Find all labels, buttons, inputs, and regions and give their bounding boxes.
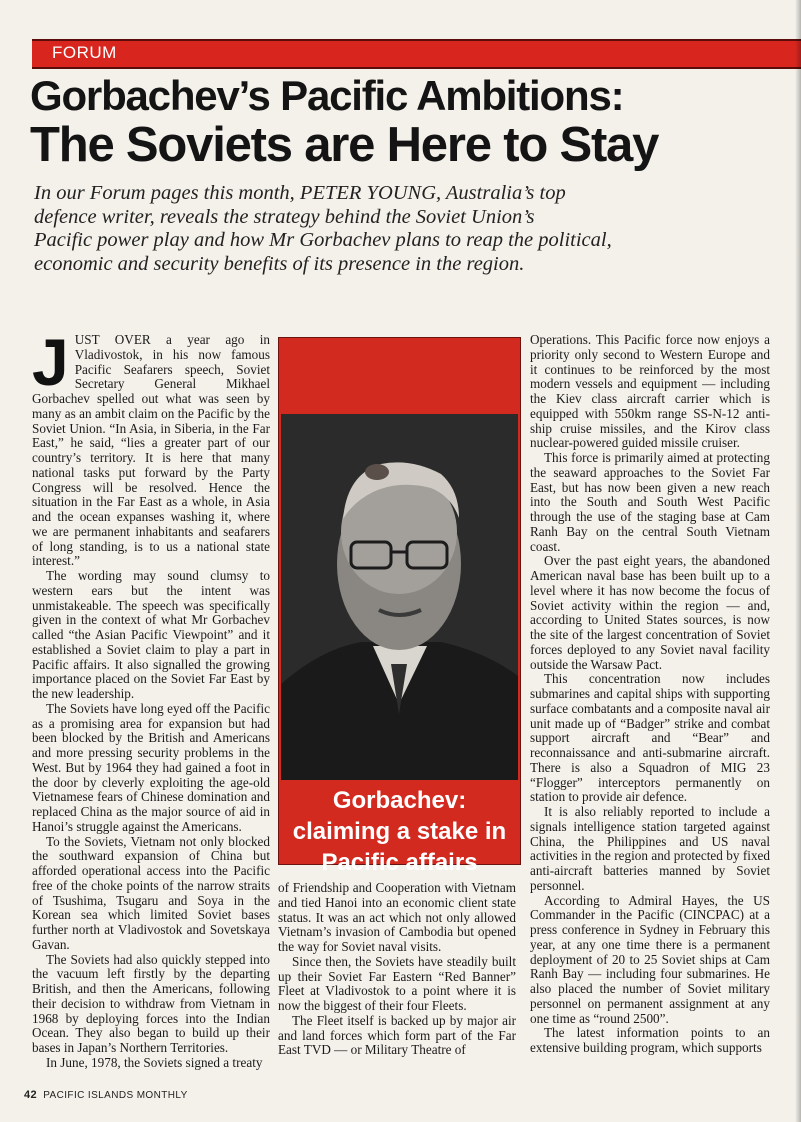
photo-panel xyxy=(278,337,521,876)
standfirst-line: economic and security benefits of its presence in the region. xyxy=(34,252,525,275)
article-column-2 xyxy=(278,881,516,1058)
headline-line-1: Gorbachev’s Pacific Ambitions: xyxy=(30,72,624,119)
headline-line-2: The Soviets are Here to Stay xyxy=(30,118,659,172)
caption-line: claiming a stake in xyxy=(292,818,507,845)
paragraph: The Soviets have long eyed off the Pacific as a promising area for expansion but had been blocked by the British and Americans and more pressing security problems in the West. But by 1964 they had gained a foot in the door by cleverly exploiting the age-old Vietnamese fears of Chinese domination and replaced China as the major source of aid in Hanoi’s struggle against the Americans. xyxy=(32,700,270,834)
photo-caption xyxy=(279,785,520,878)
paragraph: of Friendship and Cooperation with Vietnam and tied Hanoi into an economic client state status. It was an act which not only allowed Vietnam’s invasion of Cambodia but opened the way for Soviet naval visits. xyxy=(278,880,516,954)
standfirst-line: defence writer, reveals the strategy behind the Soviet Union’s xyxy=(34,205,535,228)
page-edge-shadow xyxy=(795,0,801,1122)
standfirst xyxy=(34,182,714,276)
caption-line: Gorbachev: xyxy=(332,787,467,814)
gorbachev-portrait-photo xyxy=(281,414,518,780)
paragraph: To the Soviets, Vietnam not only blocked the southward expansion of China but afforded operational access into the Pacific free of the choke points of the narrow straits of Tsushima, Tsugaru and Soya in the Korean sea which limited Soviet bases further north at Vladivostok and Sovetskaya Gavan. xyxy=(32,833,270,952)
paragraph: The latest information points to an extensive building program, which supports xyxy=(530,1025,770,1055)
paragraph: The wording may sound clumsy to western ears but the intent was unmistakeable. The speech was specifically given in the context of what Mr Gorbachev called “the Asian Pacific Viewpoint” and it established a Soviet claim to play a part in Pacific affairs. It also signalled the growing importance placed on the Soviet Far East by the new leadership. xyxy=(32,568,270,701)
standfirst-line: Pacific power play and how Mr Gorbachev plans to reap the political, xyxy=(34,229,612,251)
standfirst-line: In our Forum pages this month, PETER YOUNG, Australia’s top xyxy=(34,182,566,204)
page-number: 42 xyxy=(24,1089,38,1101)
page-footer xyxy=(24,1089,188,1101)
paragraph: The Fleet itself is backed up by major air and land forces which form part of the Far East TVD — or Military Theatre of xyxy=(278,1012,516,1058)
paragraph: This force is primarily aimed at protecting the seaward approaches to the Soviet Far East, but has now been given a new reach into the South and South West Pacific through the use of the staging base at Cam Ranh Bay on the central South Vietnam coast. xyxy=(530,450,770,554)
caption-line: Pacific affairs xyxy=(321,849,478,876)
section-banner xyxy=(32,39,801,69)
publication-name: PACIFIC ISLANDS MONTHLY xyxy=(43,1090,188,1101)
paragraph: Over the past eight years, the abandoned American naval base has been built up to a level where it has now become the focus of Soviet activity within the region — and, according to United States sources, is now the site of the largest concentration of Soviet forces deployed to any Soviet naval facility outside the Warsaw Pact. xyxy=(530,553,770,672)
paragraph: In June, 1978, the Soviets signed a treaty xyxy=(46,1054,263,1070)
article-column-1 xyxy=(32,325,270,1071)
paragraph xyxy=(32,325,270,569)
paragraph: This concentration now includes submarines and capital ships with supporting surface combatants and a composite naval air unit made up of “Badger” strike and combat support aircraft and “Bear” and reconnaissance and anti-submarine aircraft. There is also a Squadron of MIG 23 “Flogger” interceptors permanently on station to provide air defence. xyxy=(530,671,770,805)
paragraph: The Soviets had also quickly stepped into the vacuum left firstly by the departing British, and then the Americans, following their decision to withdraw from Vietnam in 1968 by deploying forces into the Indian Ocean. They also began to build up their bases in Japan’s Northern Territories. xyxy=(32,951,270,1055)
paragraph: According to Admiral Hayes, the US Commander in the Pacific (CINCPAC) at a press conference in Sydney in February this year, at any one time there is a permanent deployment of 20 to 25 Soviet ships at Cam Ranh Bay — including four submarines. He also placed the number of Soviet military personnel on permanent assignment at any one time as “round 2500”. xyxy=(530,892,770,1026)
paragraph: It is also reliably reported to include a signals intelligence station targeted against China, the Philippines and US naval activities in the region and protected by fixed anti-aircraft batteries manned by Soviet personnel. xyxy=(530,804,770,893)
drop-cap: J xyxy=(32,325,69,399)
section-label: FORUM xyxy=(52,43,117,62)
paragraph-text: UST OVER a year ago in Vladivostok, in his now famous Pacific Seafarers speech, Soviet Secretary General Mikhael Gorbachev spelled out what was seen by many as an ambit claim on the Pacific by the Soviet Union. “In Asia, in Siberia, in the Far East,” he said, “lies a greater part of our country’s territory. It is here that many national tasks put forward by the Party Congress will be resolved. Hence the situation in the Far East as a whole, in Asia and the ocean expanses washing it, where we are permanent inhabitants and seafarers of long standing, is to us a national state interest.” xyxy=(32,332,270,569)
article-column-3 xyxy=(530,333,770,1056)
portrait-illustration xyxy=(281,414,518,780)
paragraph: Operations. This Pacific force now enjoys a priority only second to Western Europe and it continues to be reinforced by the most modern vessels and equipment — including the Kiev class aircraft carrier which is equipped with 550km range SS-N-12 anti-ship cruise missiles, and the Kirov class nuclear-powered guided missile cruiser. xyxy=(530,332,770,451)
paragraph: Since then, the Soviets have steadily built up their Soviet Far Eastern “Red Banner” Fleet at Vladivostok to a point where it is now the biggest of their four Fleets. xyxy=(278,953,516,1013)
